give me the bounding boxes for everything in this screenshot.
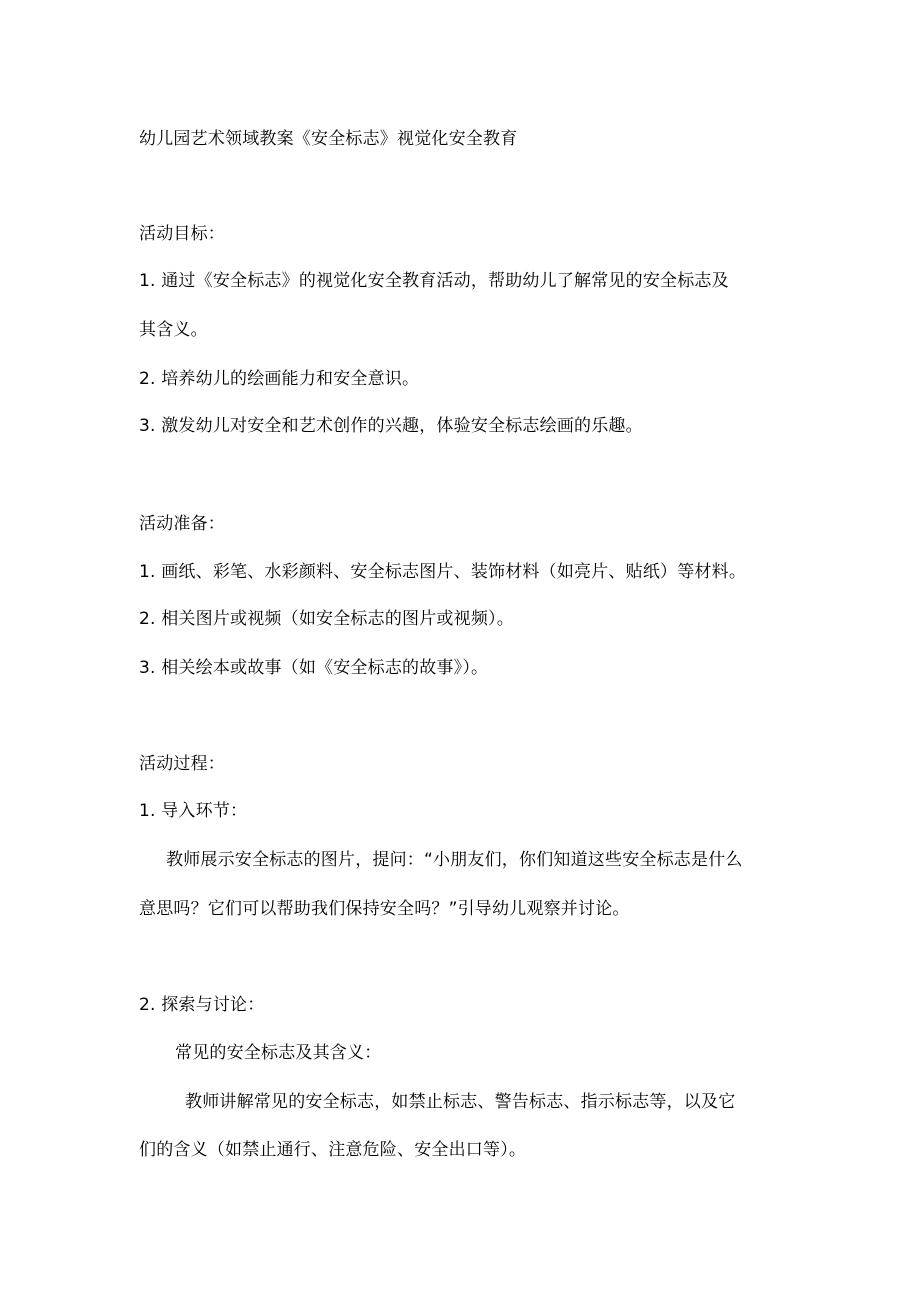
preparation-item-3: 3. 相关绘本或故事（如《安全标志的故事》）。	[139, 658, 489, 678]
preparation-heading: 活动准备：	[139, 514, 225, 534]
process-heading: 活动过程：	[139, 754, 225, 774]
process-step-2-line-2: 们的含义（如禁止通行、注意危险、安全出口等）。	[139, 1140, 527, 1160]
preparation-item-1: 1. 画纸、彩笔、水彩颜料、安全标志图片、装饰材料（如亮片、贴纸）等材料。	[139, 562, 747, 582]
objectives-heading: 活动目标：	[139, 224, 225, 244]
document-title: 幼儿园艺术领域教案《安全标志》视觉化安全教育	[139, 129, 518, 149]
process-step-1-title: 1. 导入环节：	[139, 801, 248, 821]
objective-item-1-line-2: 其含义。	[139, 320, 208, 340]
objective-item-1-line-1: 1. 通过《安全标志》的视觉化安全教育活动，帮助幼儿了解常见的安全标志及	[139, 271, 729, 291]
objective-item-3: 3. 激发幼儿对安全和艺术创作的兴趣，体验安全标志绘画的乐趣。	[139, 416, 643, 436]
process-step-2-line-1: 教师讲解常见的安全标志，如禁止标志、警告标志、指示标志等，以及它	[185, 1092, 736, 1112]
process-step-2-subheading: 常见的安全标志及其含义：	[175, 1043, 382, 1063]
process-step-1-line-2: 意思吗？它们可以帮助我们保持安全吗？”引导幼儿观察并讨论。	[139, 899, 630, 919]
preparation-item-2: 2. 相关图片或视频（如安全标志的图片或视频）。	[139, 609, 514, 629]
objective-item-2: 2. 培养幼儿的绘画能力和安全意识。	[139, 369, 420, 389]
process-step-1-line-1: 教师展示安全标志的图片，提问：“小朋友们，你们知道这些安全标志是什么	[166, 850, 743, 870]
process-step-2-title: 2. 探索与讨论：	[139, 995, 265, 1015]
